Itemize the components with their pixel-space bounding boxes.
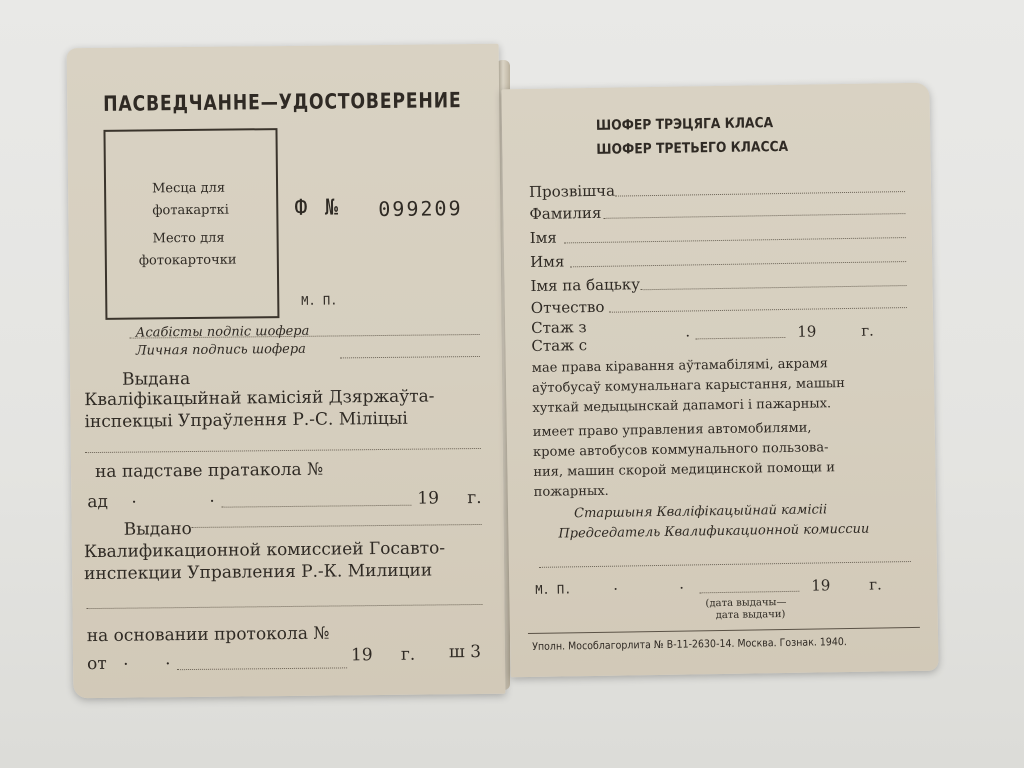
class-heading-be: ШОФЕР ТРЭЦЯГА КЛАСА bbox=[595, 115, 774, 134]
date-year-ru: 19 bbox=[350, 645, 373, 666]
basis-label-be: на падставе пратакола № bbox=[94, 459, 324, 483]
seal-mark: М. П. bbox=[301, 293, 338, 308]
experience-label-be: Стаж з bbox=[531, 318, 587, 337]
rights-be-line-1: мае права кіравання аўтамабілямі, акрамя bbox=[531, 356, 829, 376]
signature-label-ru: Личная подпись шофера bbox=[135, 341, 306, 359]
date-year-be: 19 bbox=[417, 488, 440, 509]
issue-date-note-1: (дата выдачы— bbox=[705, 596, 787, 610]
issue-g: г. bbox=[869, 575, 883, 594]
photo-label-ru-1: Место для bbox=[152, 230, 225, 247]
rights-ru-line-4: пожарных. bbox=[533, 483, 609, 500]
printing-imprint: Уполн. Мособлагорлита № В-11-2630-14. Москва. Гознак. 1940. bbox=[532, 636, 847, 653]
issued-label-be: Выдана bbox=[121, 369, 191, 390]
photo-placeholder bbox=[103, 128, 279, 320]
photo-label-be-2: фотакарткі bbox=[152, 202, 230, 219]
issue-date-note-2: дата выдачи) bbox=[715, 609, 786, 622]
experience-label-ru: Стаж с bbox=[531, 336, 588, 355]
chair-label-be: Старшыня Кваліфікацыйнай камісіі bbox=[573, 502, 828, 522]
experience-year: 19 bbox=[797, 322, 817, 341]
experience-g: г. bbox=[861, 321, 875, 340]
seal-mark-right: М. П. bbox=[535, 582, 572, 597]
document-number: 099209 bbox=[378, 196, 463, 222]
document-title: ПАСВЕДЧАННЕ—УДОСТОВЕРЕНИЕ bbox=[103, 88, 462, 116]
surname-label-be: Прозвішча bbox=[528, 181, 616, 201]
date-from-be: ад bbox=[87, 491, 109, 513]
name-label-ru: Имя bbox=[529, 252, 565, 271]
issue-year: 19 bbox=[811, 576, 831, 595]
date-from-ru: от bbox=[86, 653, 107, 675]
photo-label-ru-2: фотокарточки bbox=[138, 252, 237, 269]
rights-ru-line-2: кроме автобусов коммунального пользова- bbox=[532, 440, 829, 460]
signature-label-be: Асабісты подпіс шофера bbox=[135, 323, 310, 341]
rights-be-line-2: аўтобусаў комунальнага карыстання, машын bbox=[531, 376, 846, 396]
name-label-be: Імя bbox=[529, 228, 557, 247]
issued-by-ru-2: инспекции Управления Р.-К. Милиции bbox=[84, 560, 433, 585]
page-mark: ш 3 bbox=[448, 641, 482, 663]
rights-ru-line-3: ния, машин скорой медицинской помощи и bbox=[533, 460, 836, 480]
chair-label-ru: Председатель Квалификационной комиссии bbox=[558, 521, 870, 542]
basis-label-ru: на основании протокола № bbox=[86, 623, 330, 647]
class-heading-ru: ШОФЕР ТРЕТЬЕГО КЛАССА bbox=[596, 138, 789, 158]
rights-ru-line-1: имеет право управления автомобилями, bbox=[532, 420, 812, 440]
document-number-prefix: Ф № bbox=[294, 195, 341, 221]
issued-by-be-1: Кваліфікацыйнай камісіяй Дзяржаўта- bbox=[84, 386, 435, 411]
photo-label-be-1: Месца для bbox=[152, 180, 226, 197]
patronymic-label-ru: Отчество bbox=[530, 297, 605, 317]
patronymic-label-be: Імя па бацьку bbox=[530, 275, 641, 295]
left-page: ПАСВЕДЧАННЕ—УДОСТОВЕРЕНИЕ Месца для фотакарткі Место для фотокарточки Ф № 099209 М. П. Асабісты подпіс шофера Личная подпись шофера Выдана Кваліфікацыйнай камісіяй Дзяржаўта- інспекцыі Упраўлення Р.-С. Міліцыі на падставе пратакола № ад . . 19 г. Выдано Квалификационной комиссией Госавто- инспекции Управления Р.-К. Милиции на основании протокола № от . . 19 г. ш 3 bbox=[67, 44, 506, 698]
issued-by-ru-1: Квалификационной комиссией Госавто- bbox=[83, 538, 446, 563]
right-page: ШОФЕР ТРЭЦЯГА КЛАСА ШОФЕР ТРЕТЬЕГО КЛАССА Прозвішча Фамилия Імя Имя Імя па бацьку Отчество Стаж з Стаж с . 19 г. мае права кіравання аўтамабілямі, акрамя аўтобусаў комунальнага карыстання, машын хуткай медыцынскай дапамогі і пажарных. имеет право управления автомобилями, кроме автобусов коммунального пользова- ния, машин скорой медицинской помощи и пожарных. Старшыня Кваліфікацыйнай камісіі Председатель Квалификационной комиссии М. П. . . 19 г. (дата выдачы— дата выдачи) Уполн. Мособлагорлита № В-11-2630-14. Москва. Гознак. 1940. bbox=[501, 83, 938, 678]
date-g-be: г. bbox=[467, 487, 482, 509]
issued-by-be-2: інспекцыі Упраўлення Р.-С. Міліцыі bbox=[84, 408, 408, 433]
date-g-ru: г. bbox=[400, 644, 416, 665]
surname-label-ru: Фамилия bbox=[529, 203, 602, 223]
rights-be-line-3: хуткай медыцынскай дапамогі і пажарных. bbox=[532, 396, 832, 416]
open-booklet bbox=[60, 40, 940, 700]
issued-label-ru: Выдано bbox=[123, 518, 192, 540]
